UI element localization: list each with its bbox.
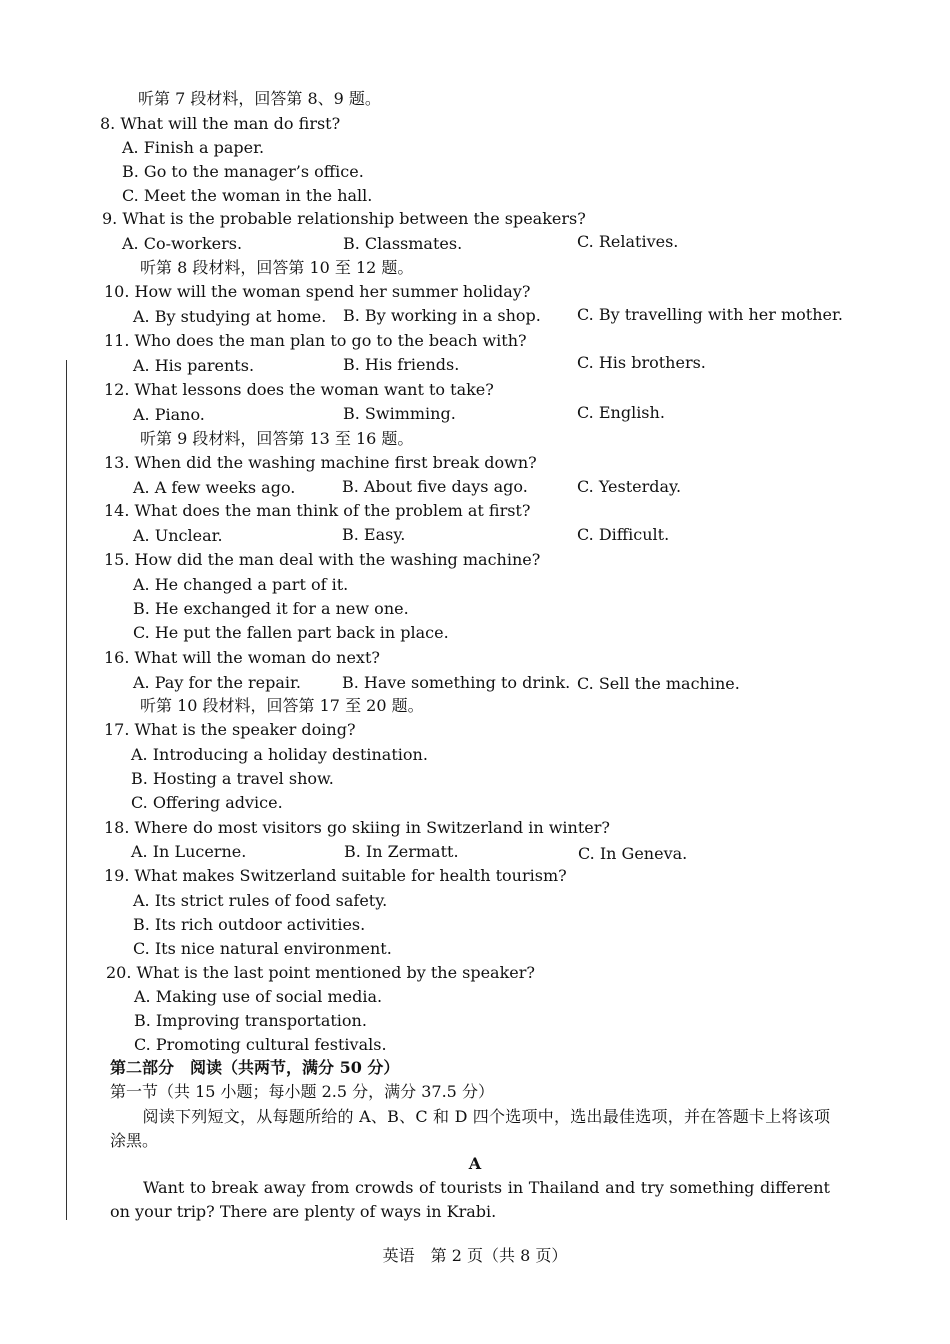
question-stem: 15. How did the man deal with the washing machine? — [104, 550, 541, 569]
option: B. Classmates. — [343, 234, 463, 253]
option: C. His brothers. — [577, 353, 706, 372]
option: C. Difficult. — [577, 525, 670, 544]
question-stem: 14. What does the man think of the problem at first? — [104, 501, 531, 520]
question-stem: 11. Who does the man plan to go to the beach with? — [104, 331, 527, 350]
question-stem: 10. How will the woman spend her summer holiday? — [104, 282, 531, 301]
question-stem: 9. What is the probable relationship between the speakers? — [102, 209, 586, 228]
option: A. Making use of social media. — [134, 987, 383, 1006]
question-stem: 16. What will the woman do next? — [104, 648, 380, 667]
option: C. Sell the machine. — [577, 674, 740, 693]
option: B. Have something to drink. — [342, 673, 571, 692]
option: C. English. — [577, 403, 665, 422]
option: B. Easy. — [342, 525, 406, 544]
option: C. Relatives. — [577, 232, 679, 251]
option: A. Its strict rules of food safety. — [133, 891, 388, 910]
section-subtitle: 第一节（共 15 小题；每小题 2.5 分，满分 37.5 分） — [110, 1082, 494, 1101]
option: C. Its nice natural environment. — [133, 939, 392, 958]
option: C. By travelling with her mother. — [577, 305, 843, 324]
option: B. Improving transportation. — [134, 1011, 367, 1030]
passage-paragraph: Want to break away from crowds of tourists in Thailand and try something different on your trip? There are plenty of ways in Krabi. — [110, 1178, 830, 1221]
page-footer: 英语 第 2 页（共 8 页） — [382, 1246, 568, 1265]
option: A. Piano. — [133, 405, 205, 424]
question-stem: 20. What is the last point mentioned by the speaker? — [106, 963, 535, 982]
option: A. He changed a part of it. — [133, 575, 349, 594]
option: C. Meet the woman in the hall. — [122, 186, 373, 205]
option: A. In Lucerne. — [131, 842, 247, 861]
question-stem: 17. What is the speaker doing? — [104, 720, 356, 739]
option: B. He exchanged it for a new one. — [133, 599, 409, 618]
option: A. Co-workers. — [122, 234, 243, 253]
option: B. Its rich outdoor activities. — [133, 915, 366, 934]
option: B. His friends. — [343, 355, 460, 374]
option: A. Introducing a holiday destination. — [131, 745, 428, 764]
option: A. A few weeks ago. — [133, 478, 296, 497]
question-stem: 12. What lessons does the woman want to take? — [104, 380, 494, 399]
option: A. Unclear. — [133, 526, 223, 545]
option: B. In Zermatt. — [344, 842, 459, 861]
binding-margin-line — [66, 360, 67, 1220]
option: B. Go to the manager’s office. — [122, 162, 364, 181]
option: C. In Geneva. — [578, 844, 688, 863]
option: B. Hosting a travel show. — [131, 769, 334, 788]
section-instruction: 听第 9 段材料，回答第 13 至 16 题。 — [140, 429, 414, 448]
option: A. Finish a paper. — [122, 138, 265, 157]
question-stem: 18. Where do most visitors go skiing in Switzerland in winter? — [104, 818, 610, 837]
question-stem: 19. What makes Switzerland suitable for health tourism? — [104, 866, 567, 885]
section-instruction: 听第 7 段材料，回答第 8、9 题。 — [138, 89, 381, 108]
option: C. Yesterday. — [577, 477, 682, 496]
option: B. About five days ago. — [342, 477, 528, 496]
option: A. By studying at home. — [133, 307, 327, 326]
question-stem: 8. What will the man do first? — [100, 114, 341, 133]
option: C. Offering advice. — [131, 793, 283, 812]
option: B. Swimming. — [343, 404, 456, 423]
reading-instruction: 阅读下列短文，从每题所给的 A、B、C 和 D 四个选项中，选出最佳选项，并在答题卡上将该项涂黑。 — [110, 1107, 830, 1150]
passage-label: A — [468, 1154, 482, 1173]
option: A. Pay for the repair. — [133, 673, 302, 692]
option: C. Promoting cultural festivals. — [134, 1035, 387, 1054]
option: A. His parents. — [133, 356, 255, 375]
question-stem: 13. When did the washing machine first break down? — [104, 453, 537, 472]
part-title: 第二部分 阅读（共两节，满分 50 分） — [110, 1058, 400, 1077]
section-instruction: 听第 10 段材料，回答第 17 至 20 题。 — [140, 696, 424, 715]
option: B. By working in a shop. — [343, 306, 541, 325]
section-instruction: 听第 8 段材料，回答第 10 至 12 题。 — [140, 258, 414, 277]
option: C. He put the fallen part back in place. — [133, 623, 449, 642]
